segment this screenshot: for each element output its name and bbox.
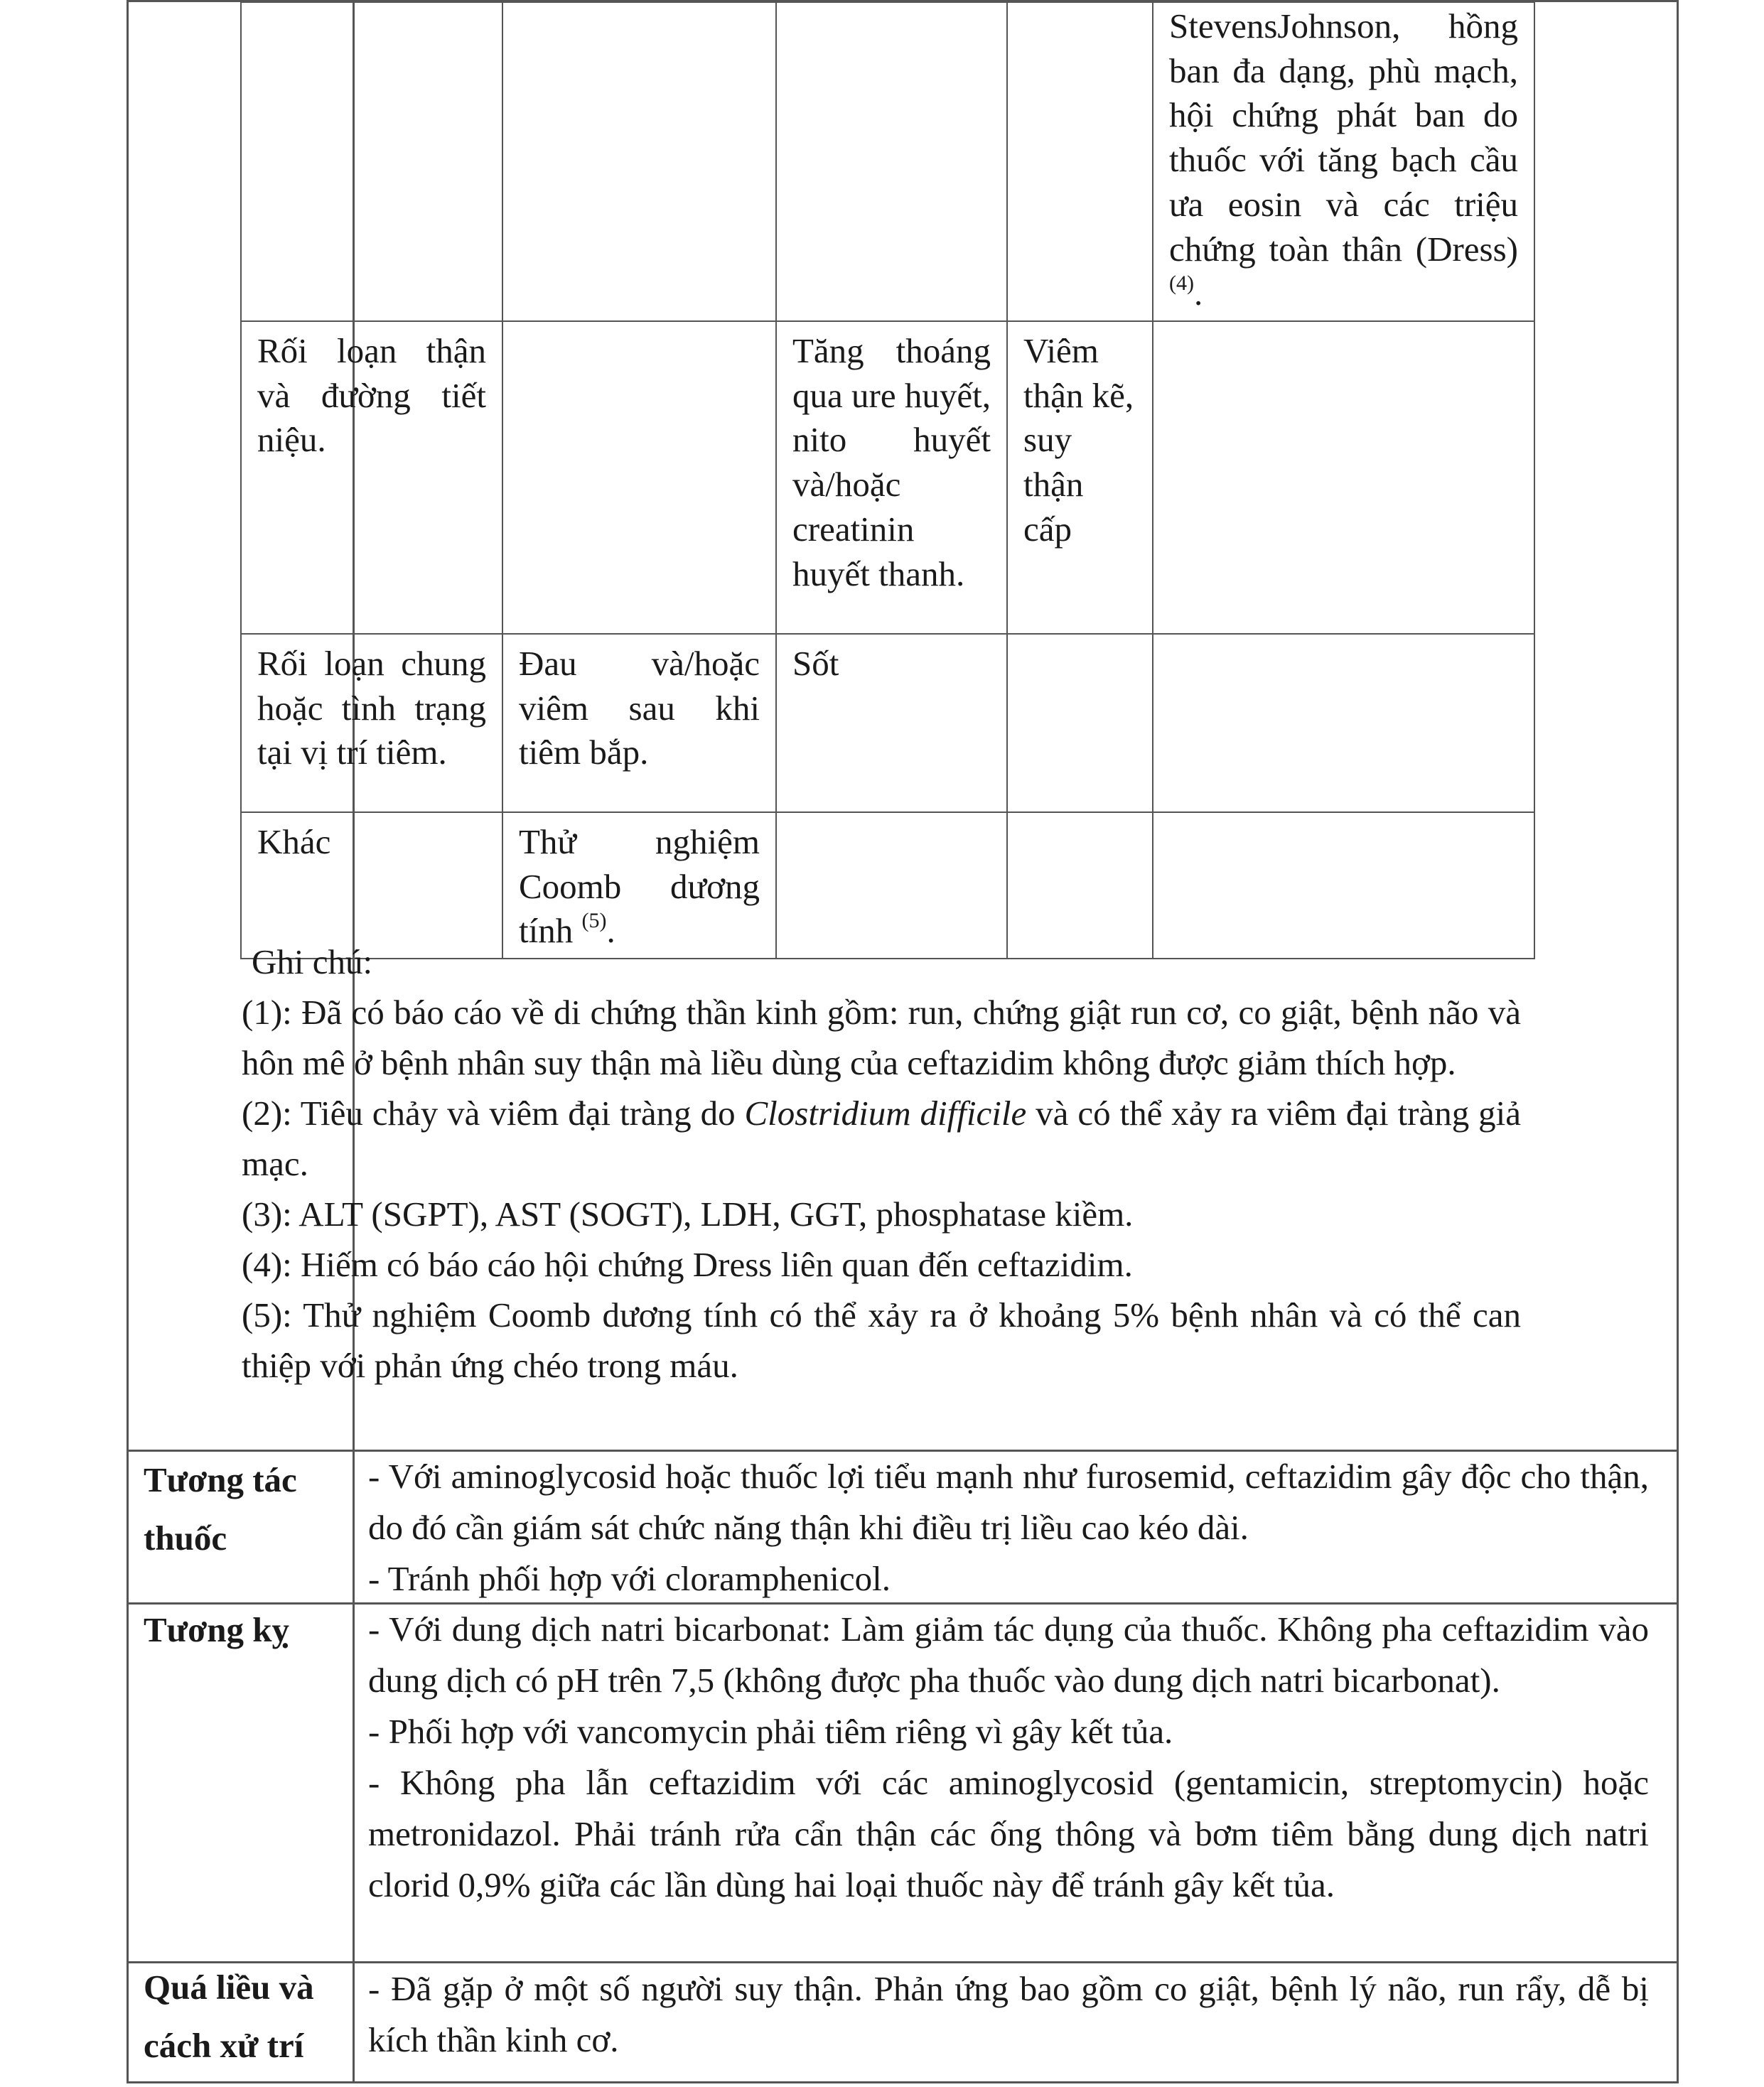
- table-cell: Rối loạn thận và đường tiết niệu.: [241, 321, 502, 634]
- interaction-line: - Với aminoglycosid hoặc thuốc lợi tiểu mạnh như furosemid, ceftazidim gây độc cho thận, do đó cần giám sát chức năng thận khi điều trị liều cao kéo dài.: [368, 1457, 1649, 1547]
- table-cell: [1153, 634, 1534, 812]
- table-cell: StevensJohnson, hồng ban đa dạng, phù mạch, hội chứng phát ban do thuốc với tăng bạch cầu ưa eosin và các triệu chứng toàn thân (Dress) $^{(4)}$.: [1153, 2, 1534, 321]
- note-2: [242, 1088, 1521, 1189]
- label-line: Tương tác: [144, 1460, 297, 1499]
- table-row: [241, 321, 1534, 634]
- note-2-organism: Clostridium difficile: [744, 1094, 1027, 1133]
- table-cell: [502, 2, 776, 321]
- footnote-ref: (5): [581, 909, 607, 933]
- label-line: cách xử trí: [144, 2026, 304, 2065]
- footnote-ref: (4): [1169, 271, 1194, 295]
- label-line: Tương kỵ: [144, 1610, 289, 1649]
- cell-text: Thử nghiệm Coomb dương tính: [519, 822, 760, 951]
- table-cell: Khác: [241, 812, 502, 959]
- note-3: (3): ALT (SGPT), AST (SOGT), LDH, GGT, phosphatase kiềm.: [242, 1195, 1134, 1234]
- interaction-line: - Tránh phối hợp với cloramphenicol.: [368, 1559, 891, 1598]
- adverse-effects-table: [240, 1, 1535, 959]
- table-row: [241, 634, 1534, 812]
- table-cell: [1153, 321, 1534, 634]
- note-2-text: và có thể xảy ra viêm đại tràng giả mạc.: [242, 1094, 1521, 1183]
- table-cell: [241, 2, 502, 321]
- interactions-content: [368, 1451, 1649, 1605]
- table-cell: Tăng thoáng qua ure huyết, nito huyết và/hoặc creatinin huyết thanh.: [776, 321, 1007, 634]
- table-cell: [502, 321, 776, 634]
- incompatibility-label: [144, 1601, 335, 1659]
- table-cell: Viêm thận kẽ, suy thận cấp: [1007, 321, 1153, 634]
- cell-text: StevensJohnson, hồng ban đa dạng, phù mạch, hội chứng phát ban do thuốc với tăng bạch cầu ưa eosin và các triệu chứng toàn thân (Dress): [1169, 6, 1518, 269]
- incompatibility-line: - Phối hợp với vancomycin phải tiêm riêng vì gây kết tủa.: [368, 1712, 1173, 1751]
- incompatibility-line: - Không pha lẫn ceftazidim với các aminoglycosid (gentamicin, streptomycin) hoặc metronidazol. Phải tránh rửa cẩn thận các ống thông và bơm tiêm bằng dung dịch natri clorid 0,9% giữa các lần dùng hai loại thuốc này để tránh gây kết tủa.: [368, 1763, 1649, 1904]
- label-line: Quá liều và: [144, 1968, 314, 2007]
- label-line: thuốc: [144, 1519, 227, 1558]
- table-cell: Thử nghiệm Coomb dương tính $^{(5)}$.: [502, 812, 776, 959]
- note-4: (4): Hiếm có báo cáo hội chứng Dress liên quan đến ceftazidim.: [242, 1245, 1133, 1284]
- incompatibility-content: [368, 1604, 1649, 1911]
- note-2-text: (2): Tiêu chảy và viêm đại tràng do: [242, 1094, 745, 1133]
- table-cell: Rối loạn chung hoặc tình trạng tại vị trí tiêm.: [241, 634, 502, 812]
- note-1: (1): Đã có báo cáo về di chứng thần kinh gồm: run, chứng giật run cơ, co giật, bệnh não và hôn mê ở bệnh nhân suy thận mà liều dùng của ceftazidim không được giảm thích hợp.: [242, 993, 1521, 1082]
- overdose-line: - Đã gặp ở một số người suy thận. Phản ứng bao gồm co giật, bệnh lý não, run rẩy, dễ bị kích thần kinh cơ.: [368, 1969, 1649, 2059]
- table-cell: [776, 2, 1007, 321]
- incompatibility-line: - Với dung dịch natri bicarbonat: Làm giảm tác dụng của thuốc. Không pha ceftazidim vào dung dịch có pH trên 7,5 (không được pha thuốc vào dung dịch natri bicarbonat).: [368, 1609, 1649, 1700]
- notes-block: [242, 937, 1521, 1391]
- table-cell: Đau và/hoặc viêm sau khi tiêm bắp.: [502, 634, 776, 812]
- interactions-label: [144, 1451, 335, 1568]
- table-cell: Sốt: [776, 634, 1007, 812]
- overdose-content: [368, 1963, 1649, 2066]
- table-cell: [1007, 2, 1153, 321]
- table-row: [241, 2, 1534, 321]
- note-5: (5): Thử nghiệm Coomb dương tính có thể xảy ra ở khoảng 5% bệnh nhân và có thể can thiệp với phản ứng chéo trong máu.: [242, 1295, 1521, 1385]
- notes-title: Ghi chú:: [252, 942, 373, 981]
- overdose-label: [144, 1958, 335, 2075]
- table-cell: [1007, 634, 1153, 812]
